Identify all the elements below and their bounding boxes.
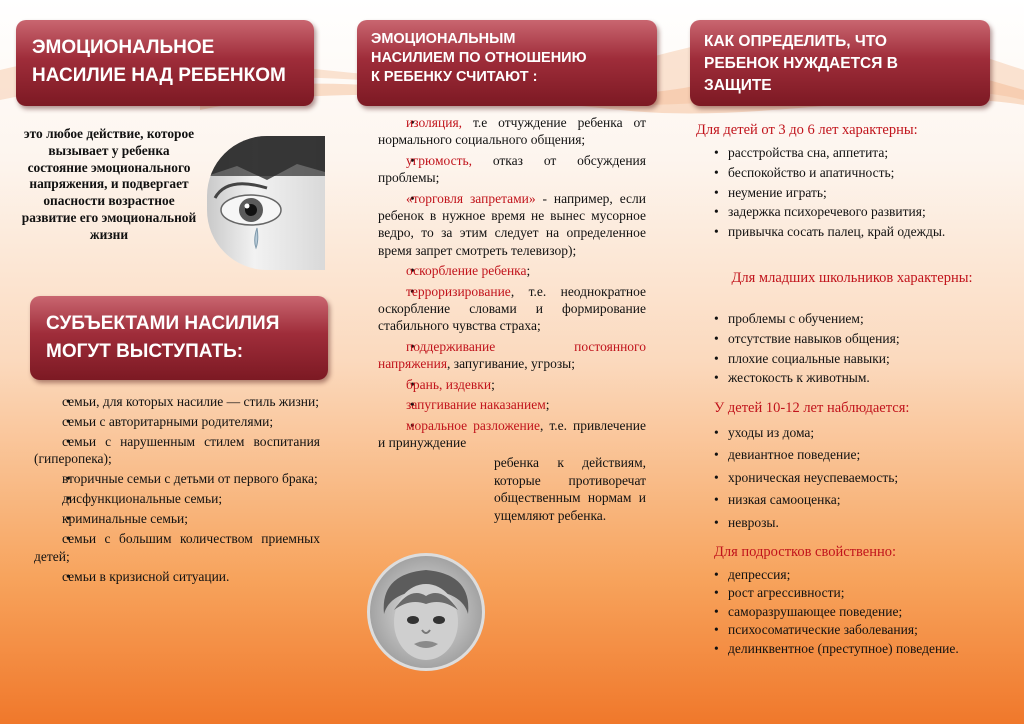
list-item: • дисфункциональные семьи;: [34, 490, 320, 507]
emotional-abuse-forms-title: [357, 20, 657, 106]
abuse-description: ;: [491, 376, 495, 392]
age-group-signs-list: [714, 424, 990, 536]
protection-needs-title: [690, 20, 990, 106]
abuse-subjects-title: [30, 296, 328, 380]
list-item: • делинквентное (преступное) поведение.: [714, 640, 990, 657]
abuse-term: моральное разложение: [406, 417, 540, 433]
list-item: [378, 376, 646, 393]
list-item: [378, 152, 646, 187]
title-line: ЭМОЦИОНАЛЬНЫМ: [371, 31, 516, 47]
list-item: [378, 417, 646, 452]
abuse-description: - например, если ребенок в нужное время не вынес мусорное ведро, то за этим следует на определенное время запрет смотреть телевизор);: [378, 190, 646, 258]
list-item: • задержка психоречевого развития;: [714, 203, 990, 220]
title-line: МОГУТ ВЫСТУПАТЬ:: [46, 341, 244, 362]
crying-child-photo: [367, 553, 485, 671]
age-group-heading: У детей 10-12 лет наблюдается:: [714, 400, 910, 416]
list-item: • привычка сосать палец, край одежды.: [714, 223, 990, 240]
list-item: • рост агрессивности;: [714, 584, 990, 601]
list-item: • жестокость к животным.: [714, 369, 990, 386]
list-item: [378, 114, 646, 149]
abuse-term: оскорбление ребенка: [406, 263, 527, 279]
abuse-description: т.е отчуждение ребенка от нормального социального общения;: [378, 115, 646, 148]
title-line: НАСИЛИЕ НАД РЕБЕНКОМ: [32, 65, 286, 86]
abuse-description: , т.е. неоднократное оскорбление словами и формирование стабильного чувства страха;: [378, 283, 646, 334]
list-item: • вторичные семьи с детьми от первого брака;: [34, 470, 320, 487]
abuse-term: поддерживание постоянного напряжения: [378, 338, 646, 372]
list-item: [378, 338, 646, 373]
list-item: [378, 190, 646, 260]
title-line: ЗАЩИТЕ: [704, 77, 772, 94]
list-item: • неврозы.: [714, 514, 990, 531]
list-item-continuation: ребенка к действиям, которые противоречат общественным нормам и ущемляют ребенка.: [494, 455, 646, 523]
abuse-term: терроризирование: [406, 283, 511, 299]
list-item: • саморазрушающее поведение;: [714, 603, 990, 620]
list-item: • психосоматические заболевания;: [714, 621, 990, 638]
abuse-forms-list: [378, 114, 646, 524]
list-item: • проблемы с обучением;: [714, 310, 990, 327]
list-item: • семьи с большим количеством приемных детей;: [34, 530, 320, 565]
emotional-abuse-title: [16, 20, 314, 106]
abuse-subjects-list: [34, 393, 320, 588]
crying-eye-photo: [207, 136, 325, 270]
age-group-heading: Для подростков свойственно:: [714, 544, 897, 560]
list-item: • хроническая неуспеваемость;: [714, 469, 990, 486]
list-item: • криминальные семьи;: [34, 510, 320, 527]
list-item: • отсутствие навыков общения;: [714, 330, 990, 347]
title-line: К РЕБЕНКУ СЧИТАЮТ :: [371, 69, 538, 85]
title-line: КАК ОПРЕДЕЛИТЬ, ЧТО: [704, 33, 887, 50]
abuse-description: ;: [545, 397, 550, 413]
abuse-term: брань, издевки: [406, 376, 492, 392]
title-line: НАСИЛИЕМ ПО ОТНОШЕНИЮ: [371, 50, 587, 66]
title-line: РЕБЕНОК НУЖДАЕТСЯ В: [704, 55, 898, 72]
list-item: • плохие социальные навыки;: [714, 350, 990, 367]
list-item: • семьи в кризисной ситуации.: [34, 568, 320, 585]
title-line: ЭМОЦИОНАЛЬНОЕ: [32, 37, 215, 58]
list-item: • семьи с нарушенным стилем воспитания (гиперопека);: [34, 433, 320, 468]
definition-text: это любое действие, которое вызывает у ребенка состояние эмоционального напряжения, и подвергает опасности возрастное развитие его эмоциональной жизни: [21, 126, 197, 242]
list-item: [378, 262, 646, 279]
age-group-heading: Для детей от 3 до 6 лет характерны:: [696, 122, 918, 138]
list-item: • низкая самооценка;: [714, 491, 990, 508]
abuse-description: отказ от обсуждения проблемы;: [378, 152, 646, 186]
age-group-signs-list: [714, 566, 990, 658]
title-line: СУБЪЕКТАМИ НАСИЛИЯ: [46, 313, 280, 334]
abuse-term: изоляция,: [406, 115, 463, 130]
list-item: • девиантное поведение;: [714, 446, 990, 463]
list-item: • беспокойство и апатичность;: [714, 164, 990, 181]
abuse-term: «торговля запретами»: [406, 190, 536, 206]
abuse-description: , т.е. привлечение и принуждение: [378, 417, 646, 450]
list-item: • уходы из дома;: [714, 424, 990, 441]
list-item: [378, 283, 646, 335]
list-item: • расстройства сна, аппетита;: [714, 144, 990, 161]
list-item: • неумение играть;: [714, 184, 990, 201]
abuse-description: ;: [526, 263, 531, 279]
list-item: [378, 396, 646, 413]
abuse-description: , запугивание, угрозы;: [447, 356, 575, 372]
age-group-heading: Для младших школьников характерны:: [731, 270, 973, 286]
abuse-term: запугивание наказанием: [406, 397, 546, 413]
list-item: • депрессия;: [714, 566, 990, 583]
list-item: • семьи, для которых насилие — стиль жизни;: [34, 393, 320, 410]
age-group-signs-list: [714, 144, 990, 243]
age-group-signs-list: [714, 310, 990, 389]
list-item: • семьи с авторитарными родителями;: [34, 413, 320, 430]
abuse-term: угрюмость,: [406, 152, 472, 168]
